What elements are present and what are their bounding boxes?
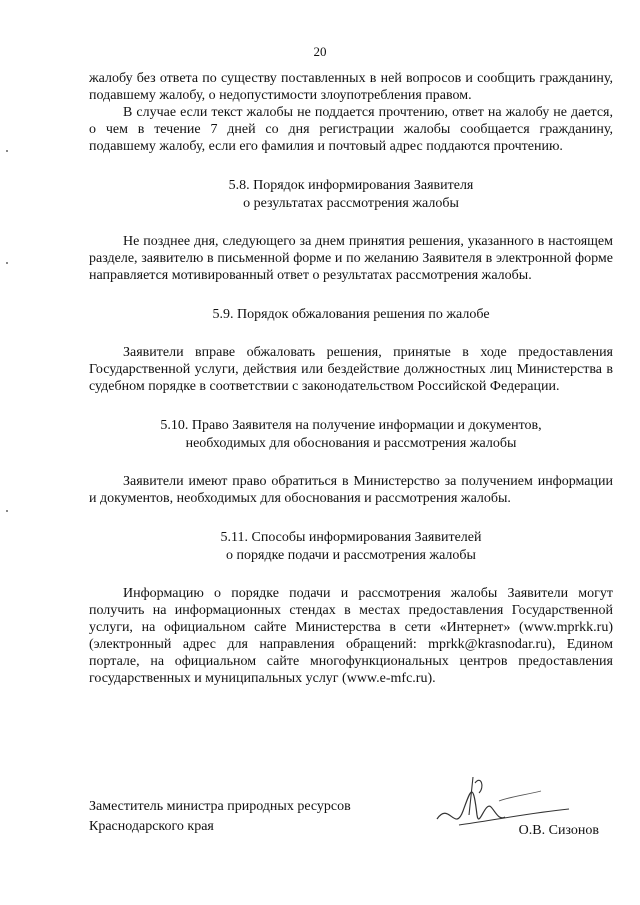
- signatory-name: О.В. Сизонов: [518, 823, 599, 838]
- section-heading-5-9: [89, 306, 613, 324]
- document-body: [89, 70, 613, 687]
- signature-block: [89, 797, 613, 837]
- paragraph: Информацию о порядке подачи и рассмотрения жалобы Заявители могут получить на информационных стендах в местах предоставления Государственной услуги, на официальном сайте Министерства в сети «Интернет» (www.mprkk.ru) (электронный адрес для направления обращений: mprkk@krasnodar.ru), Едином портале, на официальном сайте многофункциональных центров предоставления государственных и муниципальных услуг (www.e-mfc.ru).: [89, 586, 613, 686]
- paragraph: жалобу без ответа по существу поставленных в ней вопросов и сообщить гражданину, подавшему жалобу, о недопустимости злоупотребления правом.: [89, 71, 613, 103]
- heading-line: 5.8. Порядок информирования Заявителя: [228, 178, 474, 193]
- section-heading-5-10: [89, 417, 613, 453]
- paragraph: В случае если текст жалобы не поддается прочтению, ответ на жалобу не дается, о чем в течение 7 дней со дня регистрации жалобы сообщается гражданину, подавшему жалобу, если его фамилия и почтовый адрес поддаются прочтению.: [89, 105, 613, 154]
- heading-line: о порядке подачи и рассмотрения жалобы: [226, 548, 476, 563]
- heading-line: о результатах рассмотрения жалобы: [243, 196, 459, 211]
- heading-line: 5.11. Способы информирования Заявителей: [220, 530, 482, 545]
- section-heading-5-8: [89, 177, 613, 213]
- heading-line: необходимых для обоснования и рассмотрения жалобы: [185, 436, 517, 451]
- paragraph: Не позднее дня, следующего за днем принятия решения, указанного в настоящем разделе, заявителю в письменной форме и по желанию Заявителя в электронной форме направляется мотивированный ответ о результатах рассмотрения жалобы.: [89, 234, 613, 283]
- scan-speck: [6, 510, 8, 512]
- section-heading-5-11: [89, 529, 613, 565]
- paragraph: Заявители вправе обжаловать решения, принятые в ходе предоставления Государственной услуги, действия или бездействие должностных лиц Министерства в судебном порядке в соответствии с законодательством Российской Федерации.: [89, 345, 613, 394]
- scan-speck: [6, 150, 8, 152]
- signatory-region: Краснодарского края: [89, 819, 214, 834]
- signatory-position: Заместитель министра природных ресурсов: [89, 799, 351, 814]
- page-number: 20: [313, 44, 327, 59]
- heading-line: 5.10. Право Заявителя на получение информации и документов,: [160, 418, 542, 433]
- scan-speck: [6, 262, 8, 264]
- paragraph: Заявители имеют право обратиться в Министерство за получением информации и документов, необходимых для обоснования и рассмотрения жалобы.: [89, 474, 613, 506]
- heading-line: 5.9. Порядок обжалования решения по жалобе: [212, 307, 490, 322]
